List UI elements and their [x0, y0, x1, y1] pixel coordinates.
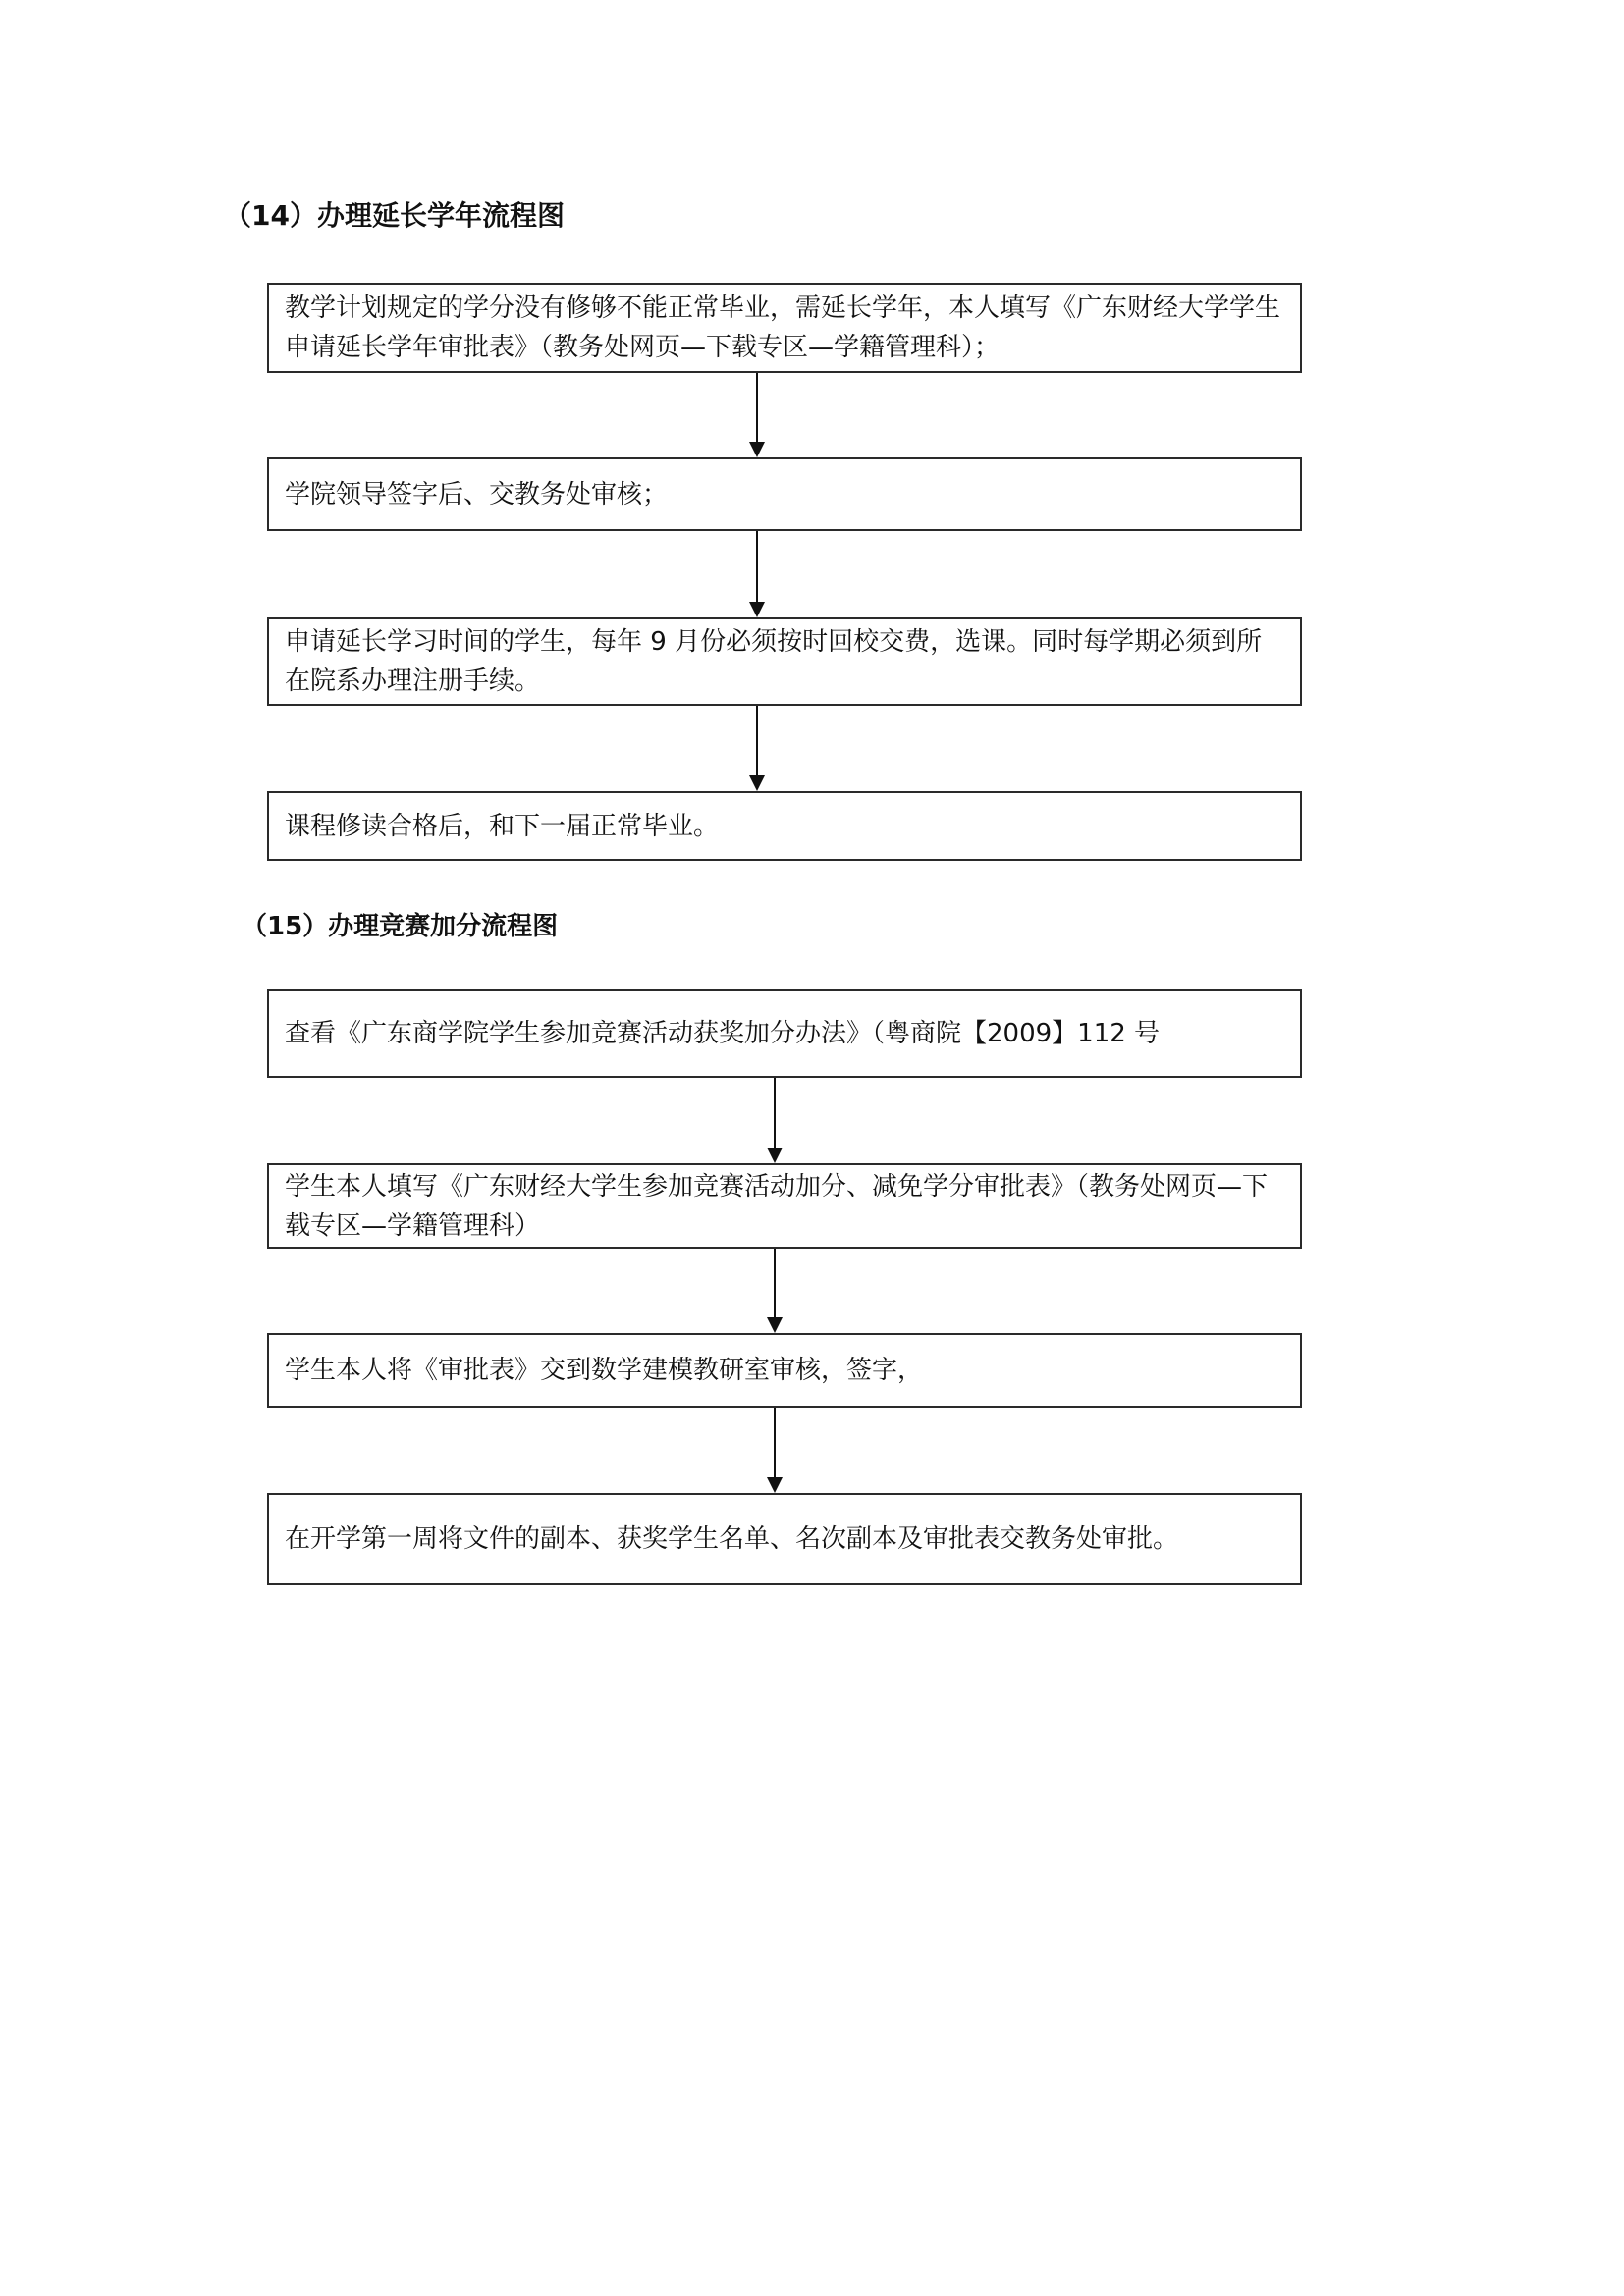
flow15-step-2	[267, 1163, 1302, 1249]
flow15-step-3-text: 学生本人将《审批表》交到数学建模教研室审核，签字，	[285, 1356, 924, 1385]
flow15-arrow-2	[765, 1249, 785, 1333]
flow14-arrow-3	[747, 706, 767, 791]
flow15-step-1-text: 查看《广东商学院学生参加竞赛活动获奖加分办法》（粤商院【2009】112 号	[285, 1019, 1161, 1048]
flow14-step-4	[267, 791, 1302, 861]
flow15-step-4-text: 在开学第一周将文件的副本、获奖学生名单、名次副本及审批表交教务处审批。	[285, 1524, 1179, 1554]
flow15-arrow-1	[765, 1078, 785, 1163]
flow14-step-1-text: 教学计划规定的学分没有修够不能正常毕业，需延长学年，本人填写《广东财经大学学生申请延长学年审批表》（教务处网页—下载专区—学籍管理科）；	[285, 294, 1281, 362]
flow14-step-3-text: 申请延长学习时间的学生，每年 9 月份必须按时回校交费，选课。同时每学期必须到所在院系办理注册手续。	[285, 627, 1263, 696]
flow15-step-4	[267, 1493, 1302, 1585]
flow14-step-3	[267, 617, 1302, 706]
flow15-step-3	[267, 1333, 1302, 1408]
flow14-step-4-text: 课程修读合格后，和下一届正常毕业。	[285, 811, 720, 841]
section-15-title: （15）办理竞赛加分流程图	[242, 912, 559, 941]
flow14-step-2-text: 学院领导签字后、交教务处审核；	[285, 479, 669, 509]
section-14-title: （14）办理延长学年流程图	[224, 199, 565, 232]
flow14-step-2	[267, 457, 1302, 531]
flow14-arrow-2	[747, 531, 767, 617]
flow14-step-1	[267, 283, 1302, 373]
flow14-arrow-1	[747, 373, 767, 457]
flow15-arrow-3	[765, 1408, 785, 1493]
flow15-step-1	[267, 989, 1302, 1078]
flow15-step-2-text: 学生本人填写《广东财经大学生参加竞赛活动加分、减免学分审批表》（教务处网页—下载专区—学籍管理科）	[285, 1171, 1269, 1241]
